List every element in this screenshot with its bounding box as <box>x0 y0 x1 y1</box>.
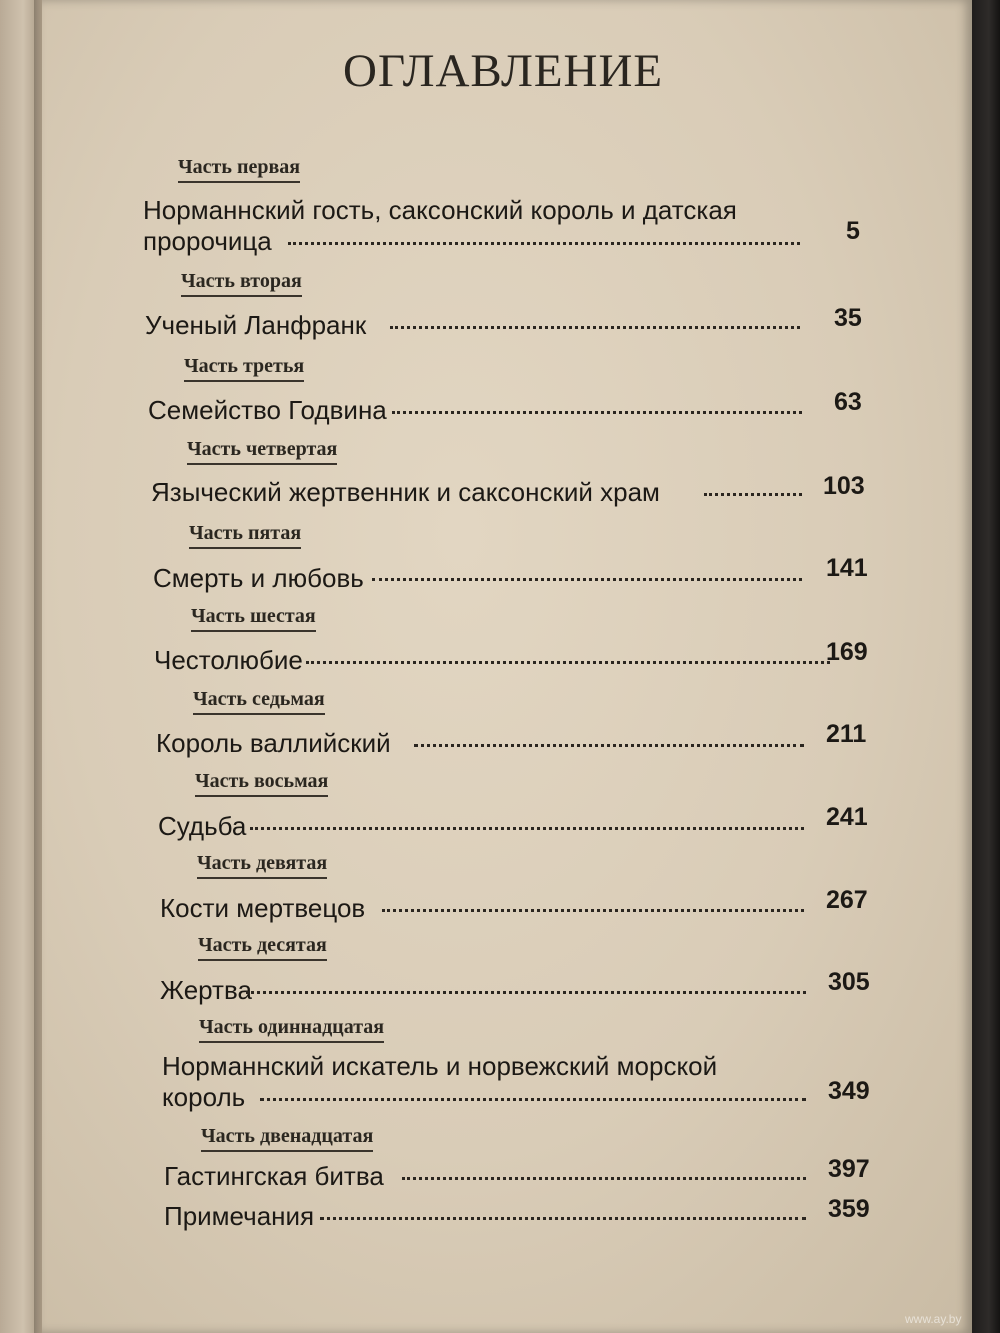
part-label: Часть седьмая <box>193 688 325 715</box>
dot-leader <box>246 987 806 994</box>
dot-leader <box>288 238 800 245</box>
part-label: Часть десятая <box>198 934 327 961</box>
dot-leader <box>250 823 804 830</box>
page-number: 267 <box>826 886 868 914</box>
part-label: Часть девятая <box>197 852 327 879</box>
entry-title: Примечания <box>164 1201 315 1231</box>
entry-title: Языческий жертвенник и саксонский храм <box>151 477 660 507</box>
dot-leader <box>372 574 802 581</box>
dot-leader <box>260 1094 806 1101</box>
entry-title: Король валлийский <box>156 728 391 758</box>
entry-title: Норманнский искатель и норвежский морской <box>162 1051 718 1081</box>
book-cover-edge <box>972 0 1000 1333</box>
dot-leader <box>414 740 804 747</box>
page-number: 241 <box>826 803 868 831</box>
entry-title-continued: король <box>162 1082 246 1112</box>
entry-title: Ученый Ланфранк <box>145 310 367 340</box>
entry-title: Честолюбие <box>154 645 303 675</box>
page-number: 35 <box>834 304 862 332</box>
entry-title: Норманнский гость, саксонский король и датская <box>143 195 737 225</box>
page-number: 305 <box>828 968 870 996</box>
page-number: 349 <box>828 1077 870 1105</box>
page-number: 5 <box>846 217 860 245</box>
entry-title: Судьба <box>158 811 247 841</box>
page-number: 103 <box>823 472 865 500</box>
dot-leader <box>704 489 802 496</box>
dot-leader <box>320 1213 806 1220</box>
part-label: Часть вторая <box>181 270 302 297</box>
part-label: Часть восьмая <box>195 770 328 797</box>
page-number: 169 <box>826 638 868 666</box>
dot-leader <box>306 657 830 664</box>
part-label: Часть одиннадцатая <box>199 1016 384 1043</box>
page-number: 63 <box>834 388 862 416</box>
dot-leader <box>402 1173 806 1180</box>
part-label: Часть третья <box>184 355 304 382</box>
dot-leader <box>390 322 800 329</box>
entry-title: Гастингская битва <box>164 1161 384 1191</box>
entry-title: Семейство Годвина <box>148 395 387 425</box>
entry-title-continued: пророчица <box>143 226 272 256</box>
page-number: 211 <box>826 720 867 748</box>
page-gutter-shadow <box>34 0 42 1333</box>
part-label: Часть двенадцатая <box>201 1125 373 1152</box>
entry-title: Кости мертвецов <box>160 893 366 923</box>
part-label: Часть четвертая <box>187 438 337 465</box>
part-label: Часть шестая <box>191 605 316 632</box>
entry-title: Жертва <box>160 975 252 1005</box>
dot-leader <box>392 407 802 414</box>
page-number: 397 <box>828 1155 870 1183</box>
entry-title: Смерть и любовь <box>153 563 364 593</box>
watermark: www.ay.by <box>905 1312 962 1326</box>
page-number: 359 <box>828 1195 870 1223</box>
page-number: 141 <box>826 554 868 582</box>
dot-leader <box>382 905 804 912</box>
part-label: Часть первая <box>178 156 300 183</box>
part-label: Часть пятая <box>189 522 301 549</box>
page-title: ОГЛАВЛЕНИЕ <box>343 45 664 97</box>
